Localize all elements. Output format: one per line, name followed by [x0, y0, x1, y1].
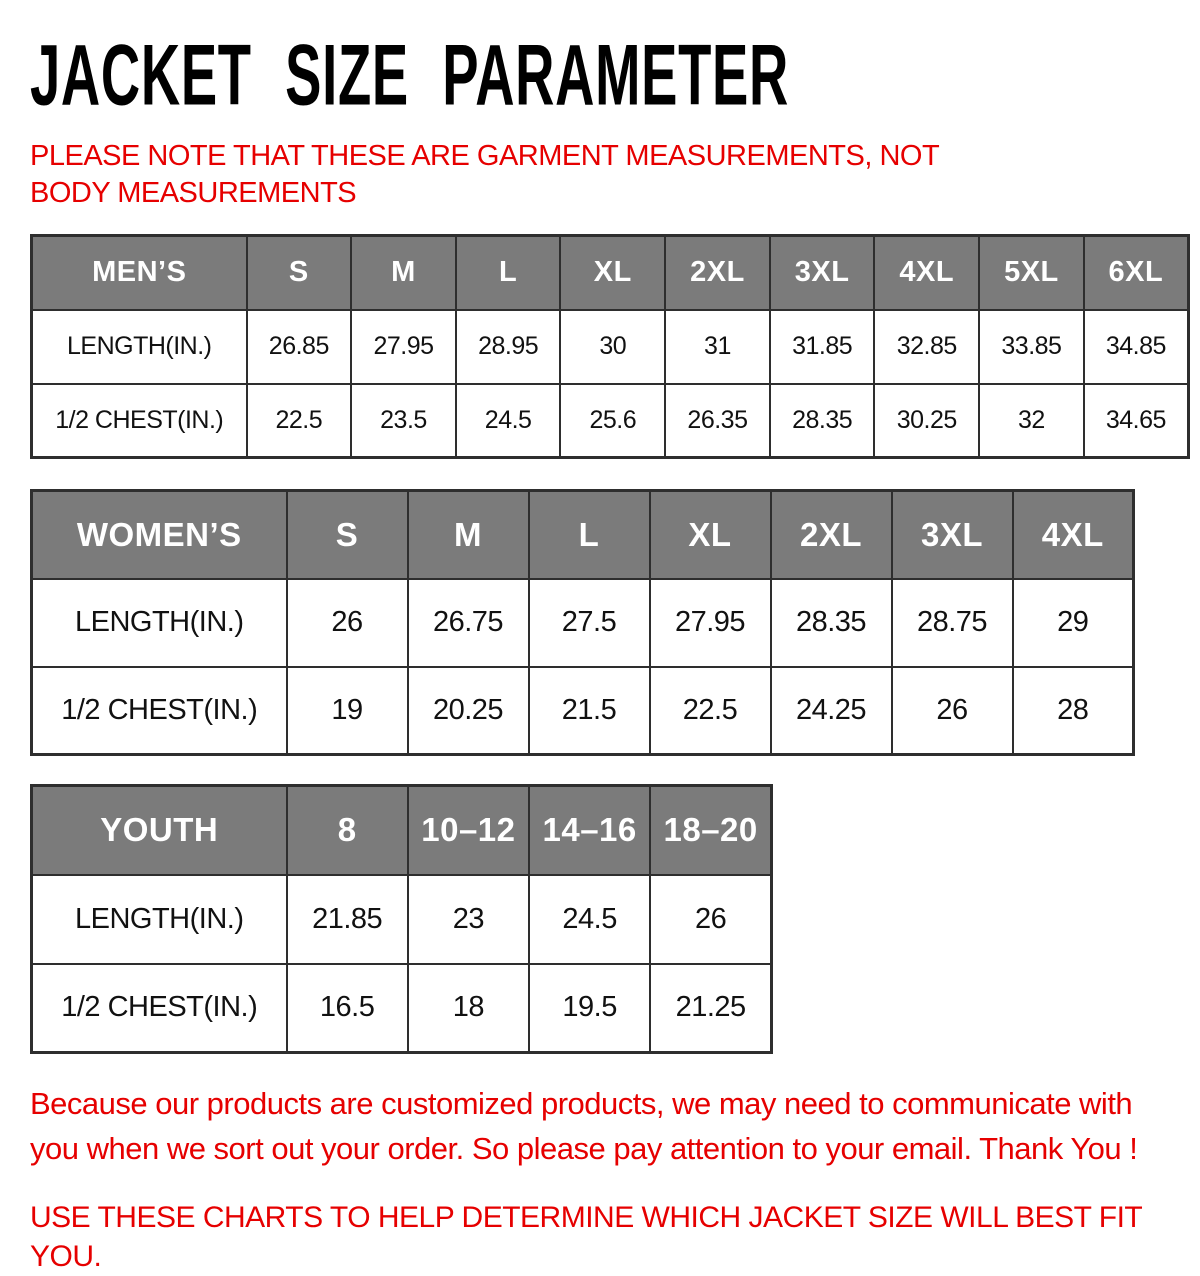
value-cell: 27.95	[351, 310, 456, 384]
value-cell: 30	[560, 310, 665, 384]
value-cell: 28.35	[770, 384, 875, 458]
table-row	[32, 875, 772, 964]
value-cell: 19	[287, 667, 408, 755]
value-cell: 26.35	[665, 384, 770, 458]
value-cell: 16.5	[287, 964, 408, 1053]
table-row	[32, 667, 1134, 755]
table-row	[32, 964, 772, 1053]
value-cell: 22.5	[247, 384, 352, 458]
size-header-cell: 4XL	[874, 236, 979, 310]
table-row	[32, 310, 1189, 384]
value-cell: 22.5	[650, 667, 771, 755]
size-table-mens	[30, 234, 1190, 459]
row-label-cell: 1/2 CHEST(IN.)	[32, 384, 247, 458]
value-cell: 19.5	[529, 964, 650, 1053]
size-header-cell: XL	[560, 236, 665, 310]
row-label-cell: LENGTH(IN.)	[32, 875, 287, 964]
value-cell: 34.85	[1084, 310, 1189, 384]
value-cell: 28	[1013, 667, 1134, 755]
value-cell: 31	[665, 310, 770, 384]
value-cell: 24.25	[771, 667, 892, 755]
page-title: JACKET SIZE PARAMETER	[30, 26, 789, 123]
size-header-cell: 2XL	[771, 491, 892, 579]
size-header-cell: 14–16	[529, 786, 650, 875]
table-title-cell-mens: MEN’S	[32, 236, 247, 310]
size-header-cell: M	[408, 491, 529, 579]
footer-communication-note: Because our products are customized products, we may need to communicate with you when we sort out your order. So please pay attention to your email. Thank You !	[30, 1086, 1138, 1167]
value-cell: 23	[408, 875, 529, 964]
value-cell: 33.85	[979, 310, 1084, 384]
size-header-cell: 3XL	[892, 491, 1013, 579]
value-cell: 26	[650, 875, 771, 964]
size-table-youth	[30, 784, 773, 1054]
row-label-cell: LENGTH(IN.)	[32, 579, 287, 667]
value-cell: 24.5	[529, 875, 650, 964]
value-cell: 20.25	[408, 667, 529, 755]
row-label-cell: LENGTH(IN.)	[32, 310, 247, 384]
size-table-womens	[30, 489, 1135, 756]
table-row	[32, 579, 1134, 667]
size-header-cell: 4XL	[1013, 491, 1134, 579]
size-header-cell: 8	[287, 786, 408, 875]
value-cell: 27.5	[529, 579, 650, 667]
row-label-cell: 1/2 CHEST(IN.)	[32, 964, 287, 1053]
value-cell: 29	[1013, 579, 1134, 667]
value-cell: 26.75	[408, 579, 529, 667]
value-cell: 30.25	[874, 384, 979, 458]
row-label-cell: 1/2 CHEST(IN.)	[32, 667, 287, 755]
size-header-cell: 3XL	[770, 236, 875, 310]
value-cell: 27.95	[650, 579, 771, 667]
value-cell: 26.85	[247, 310, 352, 384]
size-header-cell: S	[287, 491, 408, 579]
value-cell: 23.5	[351, 384, 456, 458]
value-cell: 18	[408, 964, 529, 1053]
value-cell: 32.85	[874, 310, 979, 384]
footer-usage-note: USE THESE CHARTS TO HELP DETERMINE WHICH JACKET SIZE WILL BEST FIT YOU.	[30, 1201, 1142, 1274]
size-header-cell: 18–20	[650, 786, 771, 875]
value-cell: 28.35	[771, 579, 892, 667]
value-cell: 31.85	[770, 310, 875, 384]
size-header-cell: 6XL	[1084, 236, 1189, 310]
table-row	[32, 384, 1189, 458]
size-header-cell: S	[247, 236, 352, 310]
size-header-cell: 10–12	[408, 786, 529, 875]
table-title-cell-youth: YOUTH	[32, 786, 287, 875]
value-cell: 21.5	[529, 667, 650, 755]
size-tables-container	[30, 234, 1170, 1054]
table-title-cell-womens: WOMEN’S	[32, 491, 287, 579]
value-cell: 32	[979, 384, 1084, 458]
value-cell: 21.25	[650, 964, 771, 1053]
size-header-cell: M	[351, 236, 456, 310]
value-cell: 26	[892, 667, 1013, 755]
size-header-cell: 5XL	[979, 236, 1084, 310]
value-cell: 26	[287, 579, 408, 667]
value-cell: 21.85	[287, 875, 408, 964]
garment-measurement-note: PLEASE NOTE THAT THESE ARE GARMENT MEASUREMENTS, NOT BODY MEASUREMENTS	[30, 140, 939, 210]
size-header-cell: L	[456, 236, 561, 310]
value-cell: 24.5	[456, 384, 561, 458]
value-cell: 25.6	[560, 384, 665, 458]
value-cell: 28.95	[456, 310, 561, 384]
value-cell: 34.65	[1084, 384, 1189, 458]
size-header-cell: 2XL	[665, 236, 770, 310]
size-header-cell: XL	[650, 491, 771, 579]
size-header-cell: L	[529, 491, 650, 579]
value-cell: 28.75	[892, 579, 1013, 667]
